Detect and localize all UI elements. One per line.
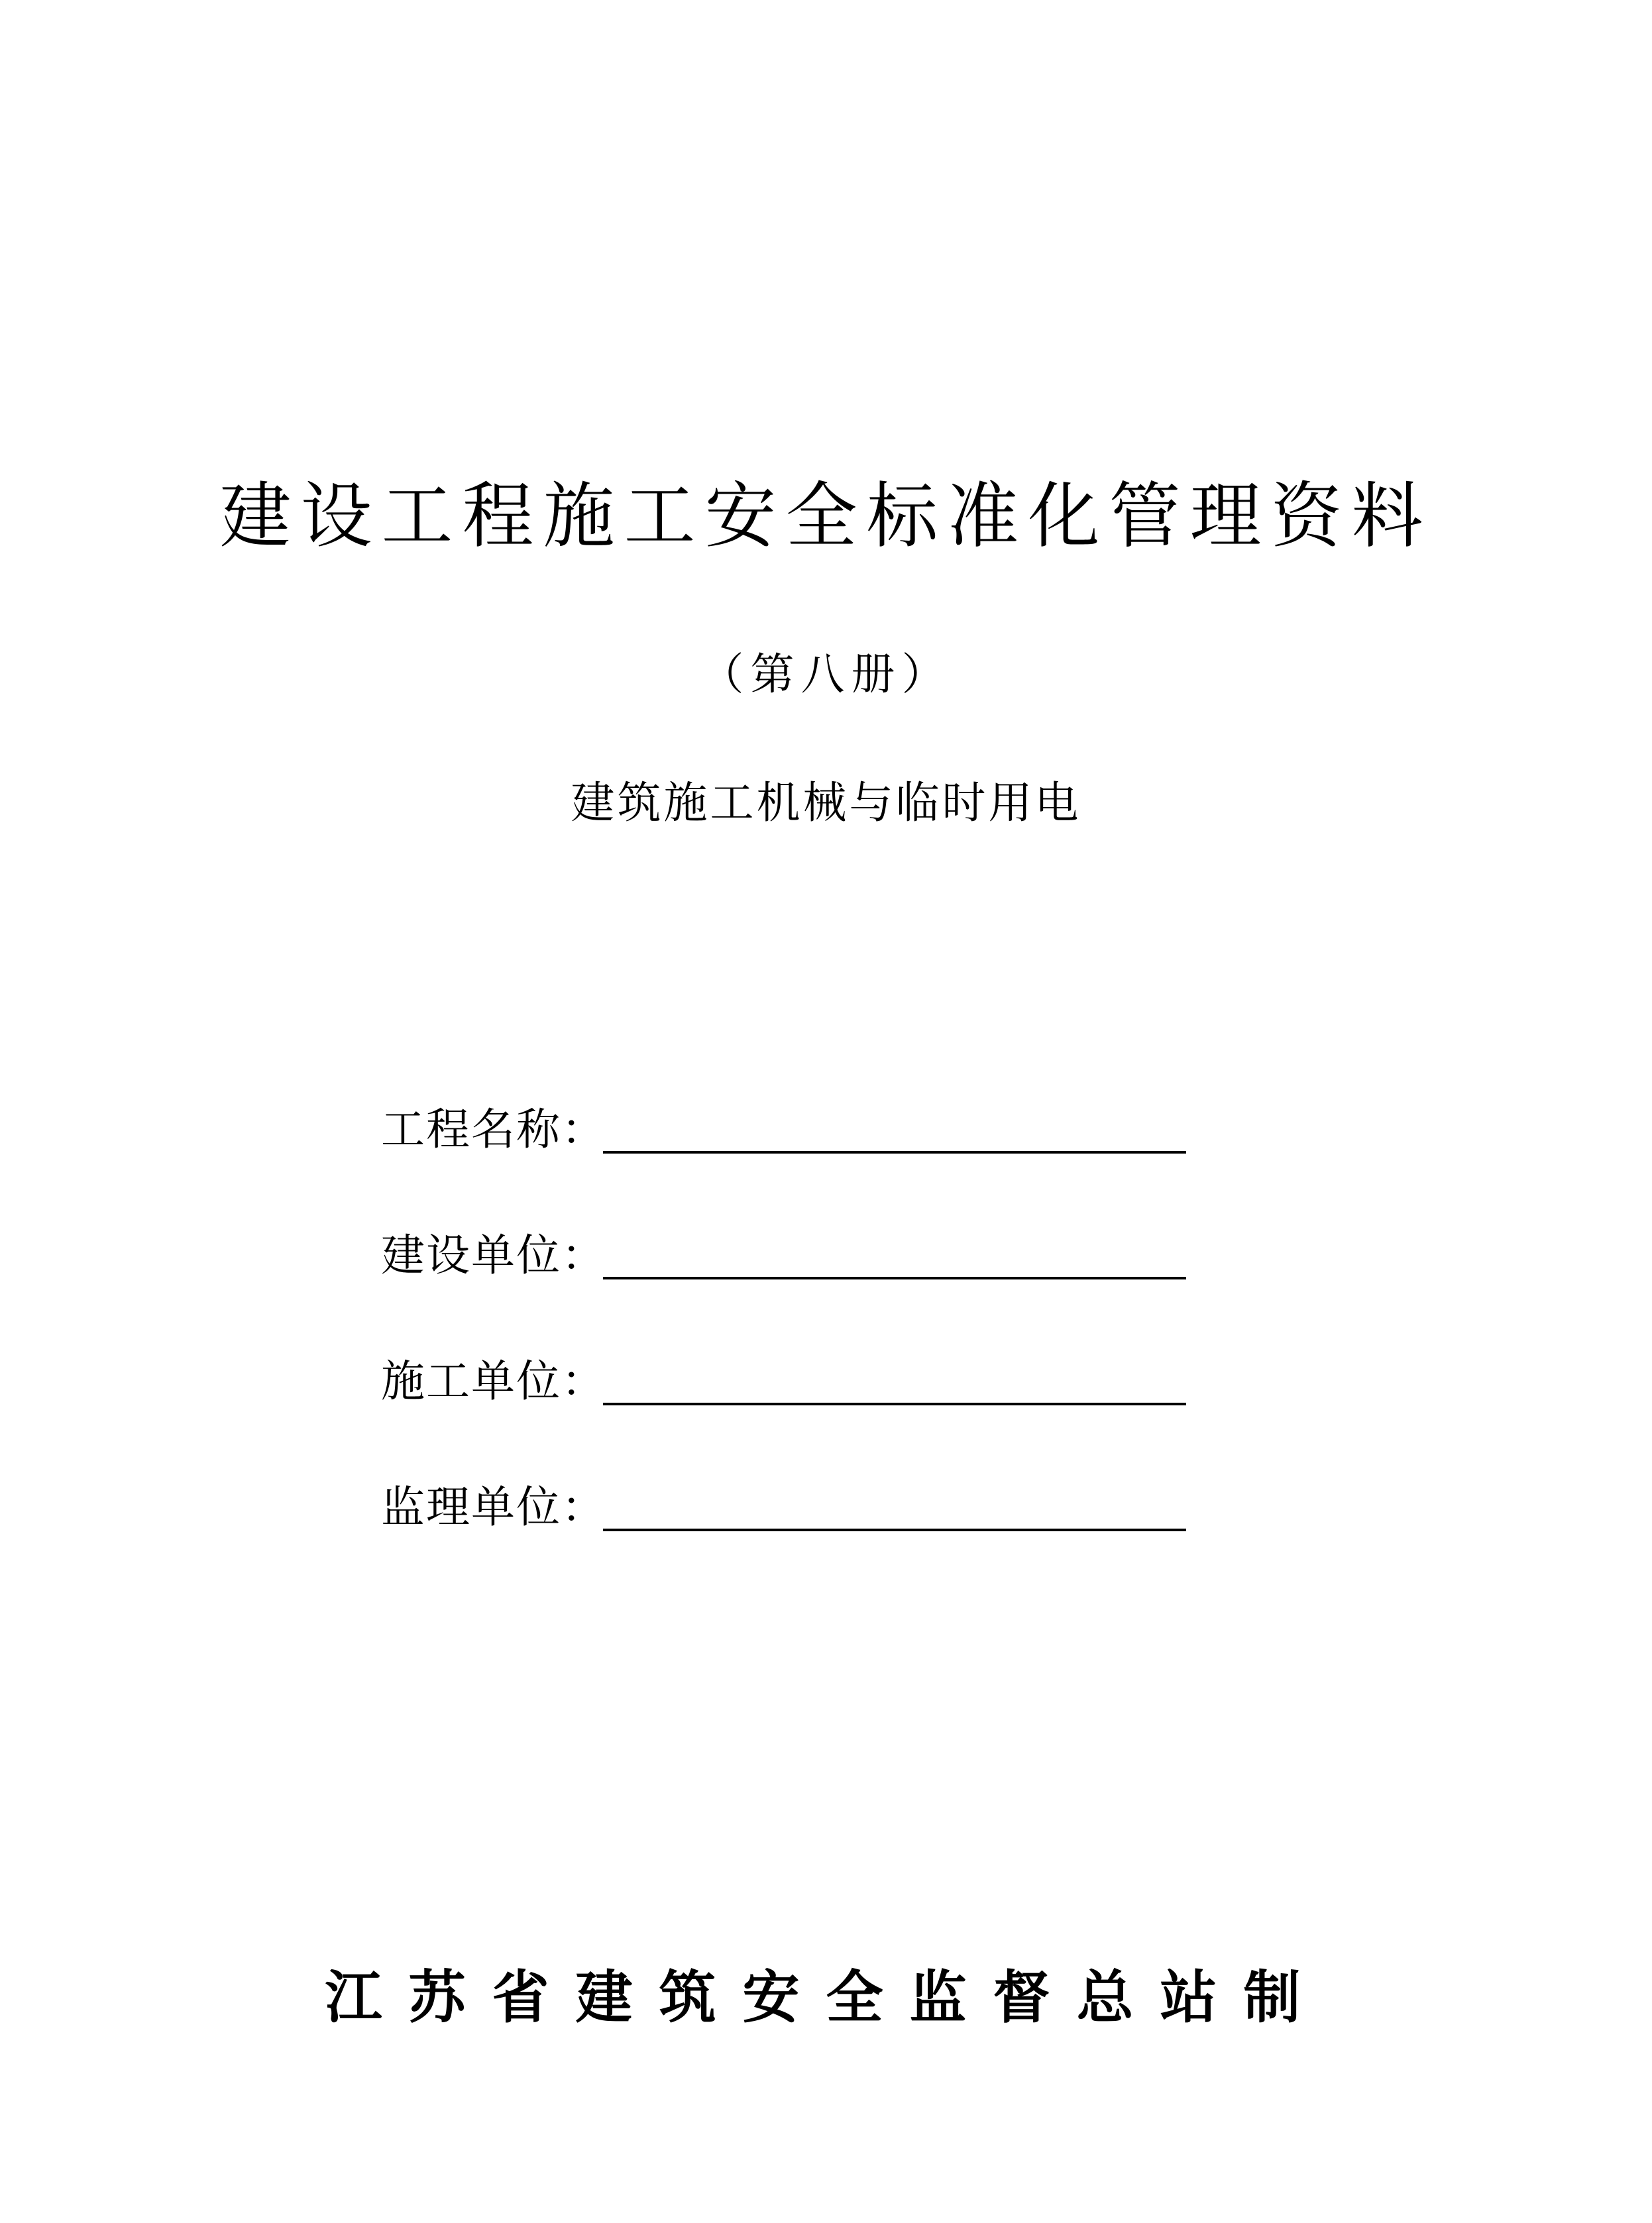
document-title: 建设工程施工安全标准化管理资料 — [219, 475, 1433, 558]
contractor-label: 施工单位： — [381, 1356, 606, 1407]
project-name-blank — [603, 1142, 1186, 1154]
developer-label: 建设单位： — [381, 1230, 606, 1281]
developer-blank — [603, 1268, 1186, 1279]
issuer-footer: 江苏省建筑安全监督总站制 — [325, 1964, 1327, 2031]
developer-field — [381, 1222, 1186, 1282]
volume-number: （第八册） — [700, 649, 952, 700]
contractor-field — [381, 1348, 1186, 1408]
supervisor-field — [381, 1474, 1186, 1534]
document-subtitle: 建筑施工机械与临时用电 — [571, 777, 1081, 828]
project-name-field — [381, 1097, 1186, 1156]
supervisor-blank — [603, 1519, 1186, 1531]
supervisor-label: 监理单位： — [381, 1482, 606, 1533]
project-name-label: 工程名称： — [381, 1104, 606, 1155]
contractor-blank — [603, 1393, 1186, 1405]
